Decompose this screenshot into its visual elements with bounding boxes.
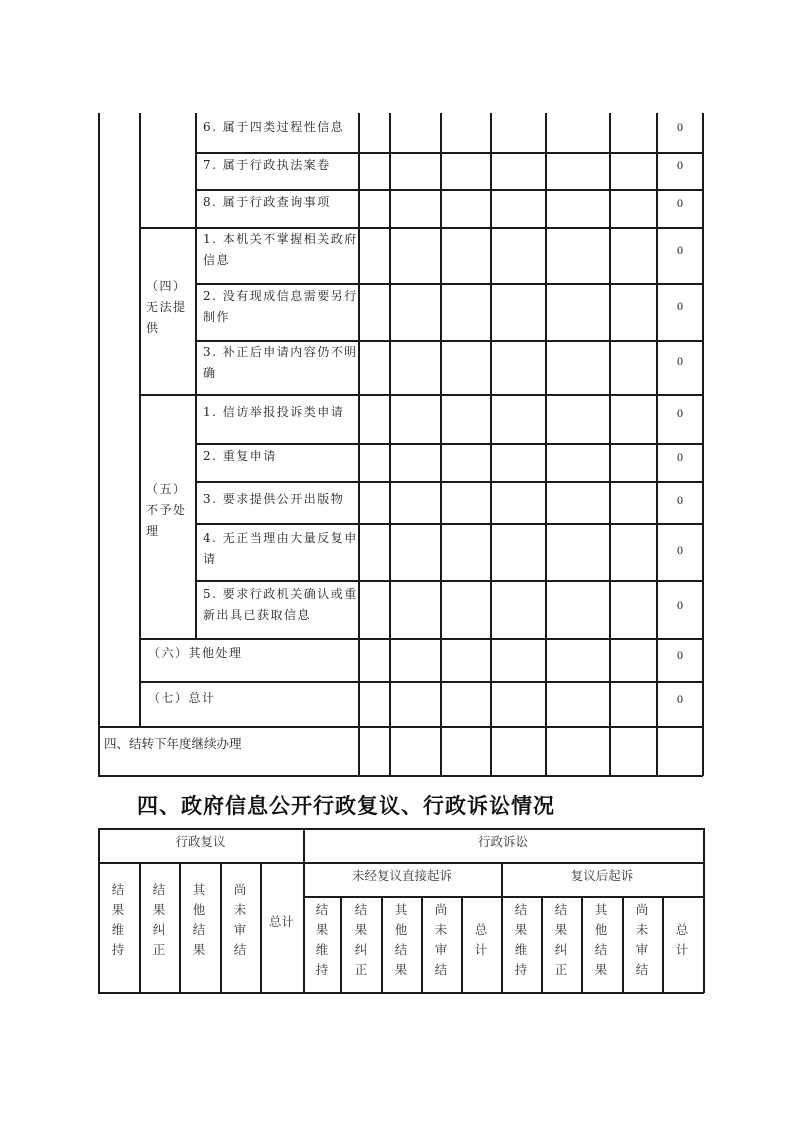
col-divider: [581, 896, 583, 993]
section-title-review-litigation: 四、政府信息公开行政复议、行政诉讼情况: [137, 794, 555, 818]
table-border-bottom: [98, 775, 703, 777]
row-label-line: 请: [203, 552, 217, 566]
col-divider: [381, 896, 383, 993]
col-divider: [622, 896, 624, 993]
row-label: [203, 342, 358, 384]
row-label: 7. 属于行政执法案卷: [203, 158, 331, 172]
row-label-line: 信息: [203, 253, 231, 267]
header-admin-review: 行政复议: [175, 834, 226, 849]
row-label-line: 1. 本机关不掌握相关政府: [203, 232, 358, 246]
direct-col-other: 其 他 结 果: [394, 902, 408, 977]
review-col-corrected: 结 果 纠 正: [152, 882, 166, 957]
row-label: 6. 属于四类过程性信息: [203, 120, 345, 134]
total-value: 0: [677, 158, 683, 172]
row-label-line: 5. 要求行政机关确认或重: [203, 587, 358, 601]
row-divider: [139, 394, 703, 396]
row-label-carry-over: 四、结转下年度继续办理: [104, 736, 242, 751]
row-label-line: 制作: [203, 310, 231, 324]
row-divider: [195, 283, 703, 285]
total-value: 0: [677, 299, 683, 313]
row-label: 3. 要求提供公开出版物: [203, 492, 345, 506]
after-col-total: 总 计: [675, 922, 689, 957]
row-divider: [195, 152, 703, 154]
row-label-line: 3. 补正后申请内容仍不明: [203, 345, 358, 359]
row-label: 8. 属于行政查询事项: [203, 195, 331, 209]
row-divider: [195, 580, 703, 582]
total-value: 0: [677, 196, 683, 210]
total-value: 0: [677, 692, 683, 706]
row-label-other-processing: （六）其他处理: [148, 646, 243, 660]
review-col-pending: 尚 未 审 结: [233, 882, 247, 957]
group-label-not-processed: [146, 479, 192, 542]
group-label-line: （四）: [146, 279, 187, 293]
review-col-total: 总计: [268, 914, 294, 929]
col-divider: [139, 113, 141, 726]
row-divider: [195, 481, 703, 483]
after-col-upheld: 结 果 维 持: [514, 902, 528, 977]
row-divider: [98, 862, 704, 864]
col-divider: [421, 896, 423, 993]
group-label-line: 理: [146, 524, 160, 538]
total-value: 0: [677, 243, 683, 257]
col-divider: [461, 896, 463, 993]
row-label: [203, 584, 358, 626]
row-divider: [139, 638, 703, 640]
total-value: 0: [677, 598, 683, 612]
table-border-top: [98, 828, 704, 830]
row-label: 1. 信访举报投诉类申请: [203, 405, 345, 419]
col-divider: [179, 862, 181, 993]
table-border-right: [702, 113, 704, 776]
row-divider: [98, 726, 703, 728]
review-col-other: 其 他 结 果: [192, 882, 206, 957]
group-label-line: 供: [146, 321, 160, 335]
group-label-line: （五）: [146, 482, 187, 496]
direct-col-pending: 尚 未 审 结: [434, 902, 448, 977]
row-divider: [139, 681, 703, 683]
group-label-unable-to-provide: [146, 276, 192, 339]
after-col-other: 其 他 结 果: [594, 902, 608, 977]
total-value: 0: [677, 648, 683, 662]
col-divider: [195, 113, 197, 638]
direct-col-total: 总 计: [474, 922, 488, 957]
direct-col-corrected: 结 果 纠 正: [354, 902, 368, 977]
header-direct-litigation: 未经复议直接起诉: [351, 868, 452, 883]
row-divider: [195, 523, 703, 525]
row-label: [203, 229, 358, 271]
row-label: [203, 528, 358, 570]
row-label: [203, 286, 358, 328]
total-value: 0: [677, 120, 683, 134]
after-col-corrected: 结 果 纠 正: [554, 902, 568, 977]
total-value: 0: [677, 354, 683, 368]
row-label-line: 新出具已获取信息: [203, 608, 312, 622]
header-litigation-after-review: 复议后起诉: [570, 868, 634, 883]
total-value: 0: [677, 406, 683, 420]
row-divider: [195, 443, 703, 445]
after-col-pending: 尚 未 审 结: [635, 902, 649, 977]
row-label-grand-total: （七）总计: [148, 691, 216, 705]
col-divider: [340, 896, 342, 993]
group-label-line: 无法提: [146, 300, 187, 314]
header-admin-litigation: 行政诉讼: [477, 834, 528, 849]
table-border-left: [98, 828, 100, 993]
row-label: 2. 重复申请: [203, 449, 277, 463]
row-divider: [303, 896, 704, 898]
row-label-line: 确: [203, 366, 217, 380]
total-value: 0: [677, 450, 683, 464]
col-divider: [541, 896, 543, 993]
col-divider: [303, 828, 305, 993]
row-label-line: 2. 没有现成信息需要另行: [203, 289, 358, 303]
row-divider: [195, 189, 703, 191]
table-border-right: [703, 828, 705, 993]
table-border-bottom: [98, 992, 704, 994]
total-value: 0: [677, 493, 683, 507]
col-divider: [220, 862, 222, 993]
row-label-line: 4. 无正当理由大量反复申: [203, 531, 358, 545]
group-label-line: 不予处: [146, 503, 187, 517]
total-value: 0: [677, 543, 683, 557]
table-border-left: [98, 113, 100, 775]
col-divider: [662, 896, 664, 993]
col-divider: [139, 862, 141, 993]
review-col-upheld: 结 果 维 持: [111, 882, 125, 957]
direct-col-upheld: 结 果 维 持: [315, 902, 329, 977]
